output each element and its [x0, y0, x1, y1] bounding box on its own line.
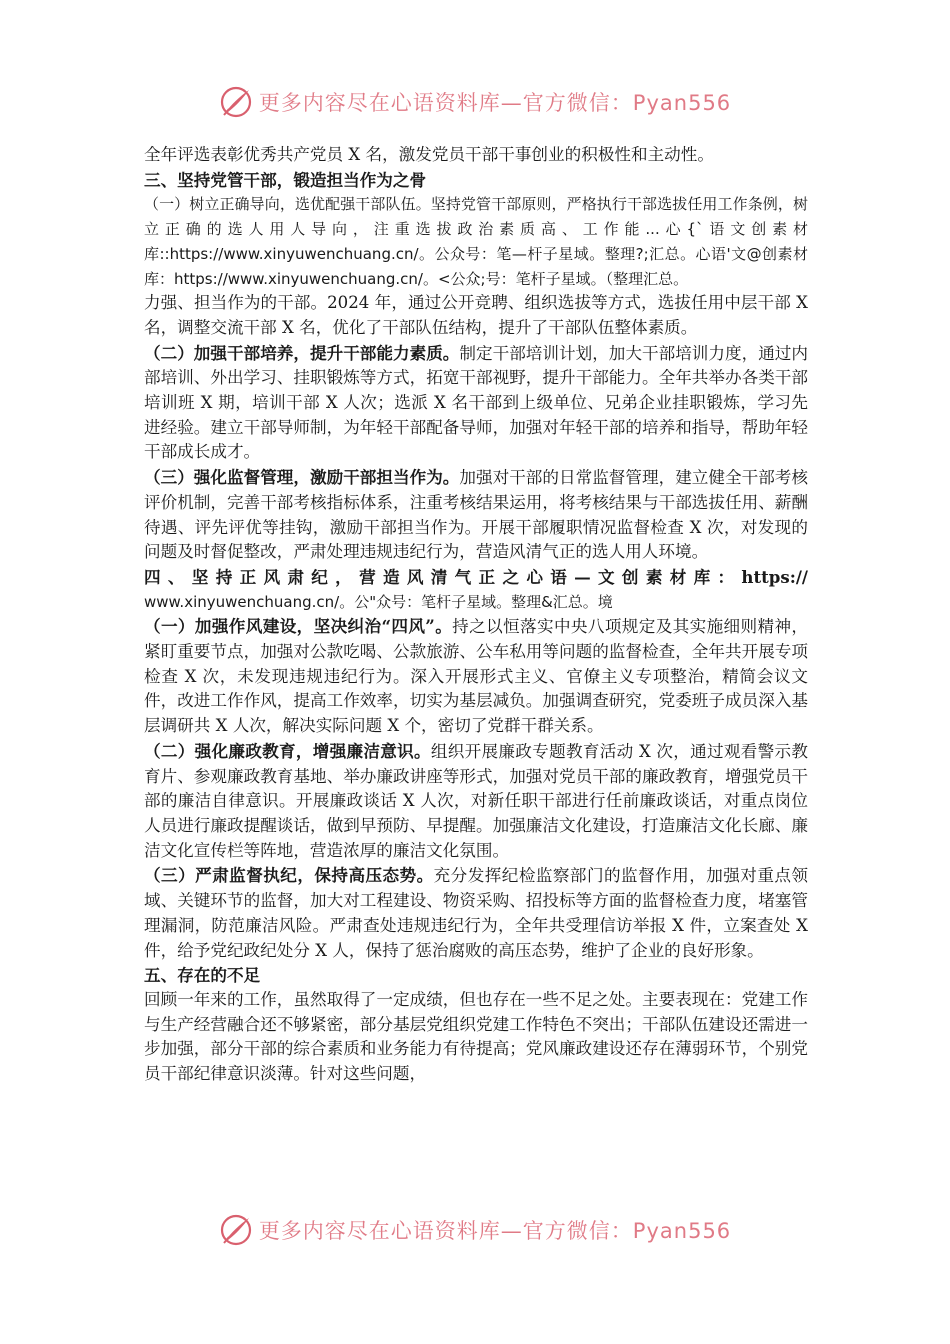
subheading-4-3: （三）严肃监督执纪，保持高压态势。 — [144, 865, 434, 886]
paragraph-3-2-text: 制定干部培训计划，加大干部培训力度，通过内部培训、外出学习、挂职锻炼等方式，拓宽干部视野，提升干部能力。全年共举办各类干部培训班 X 期，培训干部 X 人次；选派 X 名干部到上级单位、兄弟企业挂职锻炼，学习先进经验。建立干部导师制，为年轻干部配备导师，加强对年轻干部的培养和指导，帮助年轻干部成长成才。 — [144, 343, 809, 462]
paragraph-4-3 — [144, 863, 808, 963]
section-heading-5: 五、存在的不足 — [144, 965, 261, 986]
paragraph-3-1-intro: （一）树立正确导向，选优配强干部队伍。坚持党管干部原则，严格执行干部选拔任用工作条例，树立正确的选人用人导向，注重选拔政治素质高、工作能...心{`语文创素材库::https://www.xinyuwenchuang.cn/。公众号：笔—杆子星域。整理?;汇总。心语'文@创素材库：https://www.xinyuwenchuang.cn/。<公众;号：笔杆子星域。（整理汇总。 — [144, 195, 808, 288]
paragraph-4-2-text: 组织开展廉政专题教育活动 X 次，通过观看警示教育片、参观廉政教育基地、举办廉政讲座等形式，加强对党员干部的廉政教育，增强党员干部的廉洁自律意识。开展廉政谈话 X 人次，对新任职干部进行任前廉政谈话，对重点岗位人员进行廉政提醒谈话，做到早预防、早提醒。加强廉洁文化建设，打造廉洁文化长廊、廉洁文化宣传栏等阵地，营造浓厚的廉洁文化氛围。 — [144, 741, 808, 860]
section-heading-3: 三、坚持党管干部，锻造担当作为之骨 — [144, 169, 427, 190]
header-banner — [0, 80, 950, 124]
quill-logo-icon — [219, 1213, 253, 1247]
subheading-3-3: （三）强化监督管理，激励干部担当作为。 — [144, 467, 460, 488]
paragraph-4-2 — [144, 739, 808, 864]
header-banner-text: 更多内容尽在心语资料库—官方微信：Pyan556 — [258, 91, 732, 115]
section-heading-4-line2: www.xinyuwenchuang.cn/。公"众号：笔杆子星域。整理&汇总。境 — [144, 592, 613, 611]
subheading-4-2: （二）强化廉政教育，增强廉洁意识。 — [144, 740, 431, 761]
paragraph-3-2 — [144, 341, 808, 466]
quill-logo-icon — [219, 85, 253, 119]
paragraph-4-3-text: 充分发挥纪检监察部门的监督作用，加强对重点领域、关键环节的监督，加大对工程建设、物资采购、招投标等方面的监督检查力度，堵塞管理漏洞，防范廉洁风险。严肃查处违规违纪行为，全年共受理信访举报 X 件，立案查处 X 件，给予党纪政纪处分 X 人，保持了惩治腐败的高压态势，维护了企业的良好形象。 — [144, 866, 809, 960]
footer-banner-text: 更多内容尽在心语资料库—官方微信：Pyan556 — [258, 1219, 732, 1243]
paragraph-4-1-text: 持之以恒落实中央八项规定及其实施细则精神，紧盯重要节点，加强对公款吃喝、公款旅游、公车私用等问题的监督检查，全年共开展专项检查 X 次，未发现违规违纪行为。深入开展形式主义、官僚主义专项整治，精简会议文件，改进工作作风，提高工作效率，切实为基层减负。加强调查研究，党委班子成员深入基层调研共 X 人次，解决实际问题 X 个，密切了党群干群关系。 — [144, 617, 808, 736]
paragraph-continuation: 全年评选表彰优秀共产党员 X 名，激发党员干部干事创业的积极性和主动性。 — [144, 145, 714, 164]
section-heading-4-line1: 四、坚持正风肃纪，营造风清气正之心语—文创素材库：https:// — [144, 566, 808, 587]
footer-banner — [0, 1208, 950, 1252]
paragraph-3-1-rest: 力强、担当作为的干部。2024 年，通过公开竞聘、组织选拔等方式，选拔任用中层干部 X 名，调整交流干部 X 名，优化了干部队伍结构，提升了干部队伍整体素质。 — [144, 293, 808, 337]
document-body — [144, 143, 808, 1087]
paragraph-4-1 — [144, 614, 808, 739]
paragraph-3-3 — [144, 465, 808, 565]
paragraph-5: 回顾一年来的工作，虽然取得了一定成绩，但也存在一些不足之处。主要表现在：党建工作与生产经营融合还不够紧密，部分基层党组织党建工作特色不突出；干部队伍建设还需进一步加强，部分干部的综合素质和业务能力有待提高；党风廉政建设还存在薄弱环节，个别党员干部纪律意识淡薄。针对这些问题， — [144, 989, 808, 1084]
subheading-3-2: （二）加强干部培养，提升干部能力素质。 — [144, 342, 460, 363]
paragraph-3-3-text: 加强对干部的日常监督管理，建立健全干部考核评价机制，完善干部考核指标体系，注重考核结果运用，将考核结果与干部选拔任用、薪酬待遇、评先评优等挂钩，激励干部担当作为。开展干部履职情况监督检查 X 次，对发现的问题及时督促整改，严肃处理违规违纪行为，营造风清气正的选人用人环境。 — [144, 468, 809, 562]
subheading-4-1: （一）加强作风建设，坚决纠治“四风”。 — [144, 616, 453, 637]
